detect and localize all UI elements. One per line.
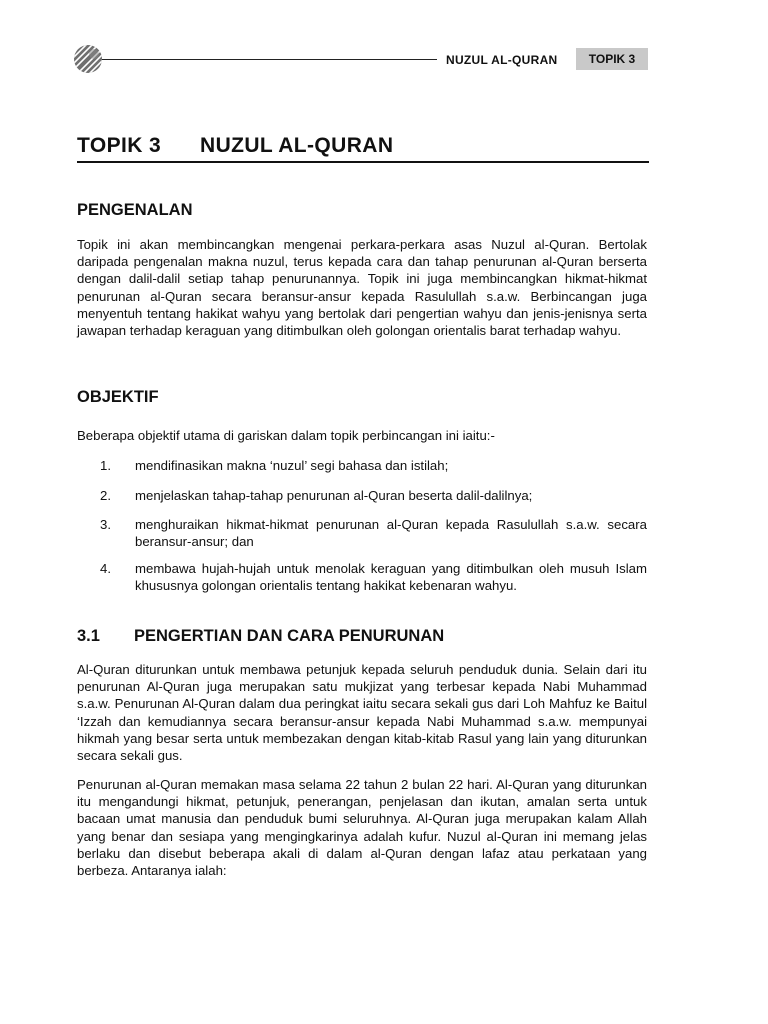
topic-heading <box>77 134 649 163</box>
list-item <box>77 561 647 594</box>
section-paragraph-2: Penurunan al-Quran memakan masa selama 22 tahun 2 bulan 22 hari. Al-Quran yang diturunkan itu mengandungi hikmat, petunjuk, penerangan, penjelasan dan ikutan, amalan serta untuk bacaan umat manusia dan penduduk bumi seluruhnya. Al-Quran juga merupakan kalam Allah yang benar dan sesiapa yang mengingkarinya adalah kufur. Nuzul al-Quran ini memang jelas berlaku dan disebut beberapa akali di dalam al-Quran dengan lafaz atau perkataan yang berbeza. Antaranya ialah: <box>77 777 647 879</box>
intro-paragraph: Topik ini akan membincangkan mengenai perkara-perkara asas Nuzul al-Quran. Bertolak daripada pengenalan makna nuzul, terus kepada cara dan tahap penurunan al-Quran berserta dengan dalil-dalil setiap tahap penurunannya. Topik ini juga membincangkan hikmat-hikmat penurunan al-Quran secara beransur-ansur kepada Rasulullah s.a.w. Berbincangan juga menyentuh tentang hakikat wahyu yang bertolak dari pengertian wahyu dan jenis-jenisnya serta jawapan terhadap keraguan yang ditimbulkan oleh golongan orientalis barat terhadap wahyu. <box>77 237 647 339</box>
list-item-text: mendifinasikan makna ‘nuzul’ segi bahasa dan istilah; <box>135 458 449 473</box>
header-rule <box>102 59 437 60</box>
section-number: 3.1 <box>77 627 100 645</box>
section-heading <box>77 627 444 646</box>
page-header <box>0 0 768 90</box>
list-item-number: 2. <box>100 487 111 503</box>
section-paragraph-1: Al-Quran diturunkan untuk membawa petunjuk kepada seluruh penduduk dunia. Selain dari itu penurunan Al-Quran juga merupakan satu mukjizat yang terbesar kepada Nabi Muhammad s.a.w. Penurunan Al-Quran dalam dua peringkat iaitu secara sekali gus dari Loh Mahfuz ke Baitul ‘Izzah dan kemudiannya secara beransur-ansur kepada Nabi Muhammad s.a.w. mempunyai hikmah yang besar serta untuk membezakan dengan kitab-kitab Rasul yang lain yang diturunkan secara sekali gus. <box>77 662 647 764</box>
topic-badge: TOPIK 3 <box>576 48 648 70</box>
list-item-text: membawa hujah-hujah untuk menolak keraguan yang ditimbulkan oleh musuh Islam khususnya golongan orientalis tentang hakikat kebenaran wahyu. <box>135 561 647 593</box>
list-item <box>77 517 647 550</box>
objectives-lead: Beberapa objektif utama di gariskan dalam topik perbincangan ini iaitu:- <box>77 428 495 443</box>
striped-globe-logo-icon <box>73 44 103 74</box>
running-title: NUZUL AL-QURAN <box>446 53 558 67</box>
list-item <box>77 458 647 475</box>
list-item <box>77 488 647 505</box>
objectives-heading: OBJEKTIF <box>77 388 159 406</box>
topic-number: TOPIK 3 <box>77 134 162 157</box>
topic-title: NUZUL AL-QURAN <box>200 134 394 157</box>
list-item-text: menghuraikan hikmat-hikmat penurunan al-Quran kepada Rasulullah s.a.w. secara beransur-ansur; dan <box>135 517 647 549</box>
section-title: PENGERTIAN DAN CARA PENURUNAN <box>134 627 445 645</box>
list-item-number: 4. <box>100 561 111 576</box>
intro-heading: PENGENALAN <box>77 201 193 219</box>
list-item-text: menjelaskan tahap-tahap penurunan al-Quran beserta dalil-dalilnya; <box>135 487 533 503</box>
objectives-list <box>77 458 647 594</box>
list-item-number: 1. <box>100 458 111 473</box>
list-item-number: 3. <box>100 517 111 532</box>
